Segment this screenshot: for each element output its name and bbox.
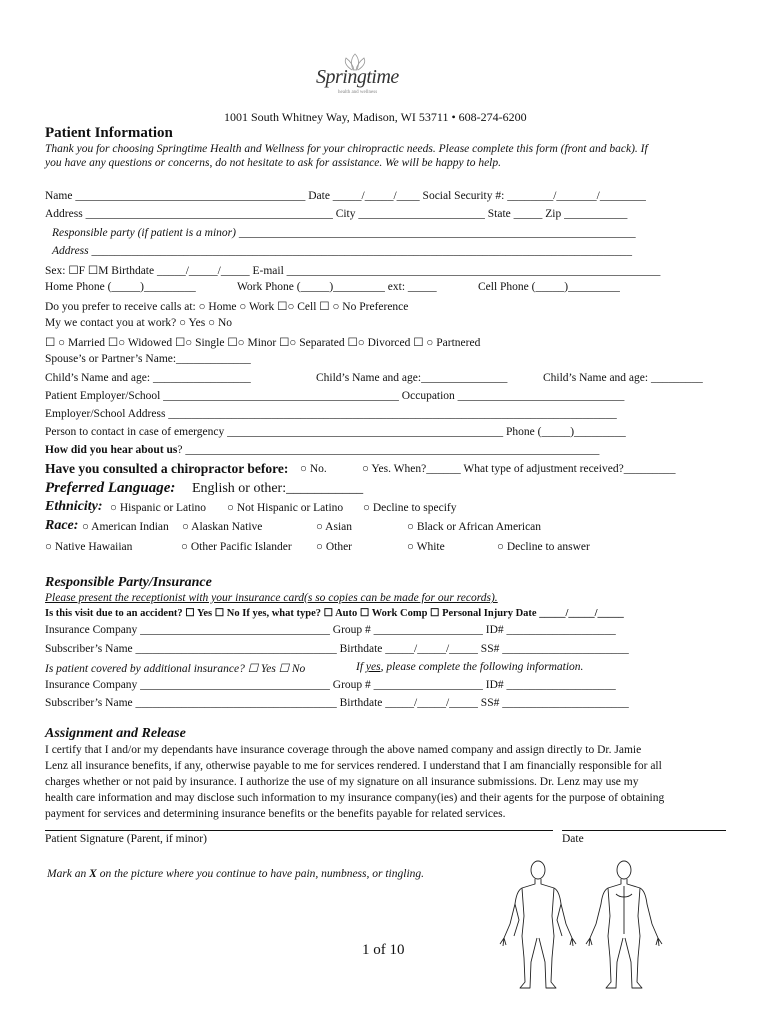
race-alaskan-native-option[interactable]: ○ Alaskan Native	[182, 521, 263, 533]
child3-field[interactable]: Child’s Name and age: _________	[543, 372, 703, 384]
additional-if: If	[356, 661, 366, 673]
assignment-line-1: I certify that I and/or my dependants have insurance coverage through the above named company and assign directly to Dr. Jamie	[45, 744, 642, 756]
insurance-note: Please present the receptionist with your insurance card(s so copies can be made for our records).	[45, 592, 498, 604]
insurance-heading: Responsible Party/Insurance	[45, 575, 212, 590]
logo-text: Springtime	[316, 66, 399, 88]
assignment-line-3: charges whether or not paid by insurance. I authorize the use of my signature on all insurance submissions. Dr. Lenz may use my	[45, 776, 639, 788]
assignment-line-4: health care information and may disclose such information to my insurance company(ies) and their agents for the purpose of obtaining	[45, 792, 665, 804]
preferred-calls-options[interactable]: Do you prefer to receive calls at: ○ Home ○ Work ☐○ Cell ☐ ○ No Preference	[45, 301, 409, 313]
clinic-address: 1001 South Whitney Way, Madison, WI 53711 • 608-274-6200	[224, 110, 527, 124]
ethnicity-not-hispanic-option[interactable]: ○ Not Hispanic or Latino	[227, 502, 344, 514]
additional-rest: , please complete the following information.	[380, 661, 584, 673]
race-asian-option[interactable]: ○ Asian	[316, 521, 353, 533]
page-number: 1 of 10	[362, 942, 405, 958]
employer-occupation-field[interactable]: Patient Employer/School _________________________________________ Occupation _____________________________	[45, 390, 625, 402]
name-date-ssn-field[interactable]: Name ________________________________________ Date _____/_____/____ Social Security #: ________/_______/________	[45, 190, 646, 202]
pain-instruction	[47, 868, 424, 880]
race-black-option[interactable]: ○ Black or African American	[407, 521, 542, 533]
assignment-line-2: Lenz all insurance benefits, if any, otherwise payable to me for services rendered. I understand that I am financially responsible for all	[45, 760, 662, 772]
ethnicity-label: Ethnicity:	[45, 499, 103, 514]
cell-phone-field[interactable]: Cell Phone (_____)_________	[478, 281, 620, 293]
hear-about-label: How did you hear about us	[45, 444, 178, 456]
body-front-figure[interactable]	[500, 861, 576, 988]
chiropractor-yes-option[interactable]: ○ Yes. When?______ What type of adjustment received?_________	[362, 463, 676, 475]
contact-at-work-options[interactable]: My we contact you at work? ○ Yes ○ No	[45, 317, 233, 329]
sex-birthdate-email-field[interactable]: Sex: ☐F ☐M Birthdate _____/_____/_____ E-mail _________________________________________________________________	[45, 265, 661, 277]
subscriber-2-field[interactable]: Subscriber’s Name ___________________________________ Birthdate _____/_____/_____ SS# ______________________	[45, 697, 629, 709]
race-pacific-islander-option[interactable]: ○ Other Pacific Islander	[181, 541, 292, 553]
home-phone-field[interactable]: Home Phone (_____)_________	[45, 281, 196, 293]
assignment-line-5: payment for services and determining insurance benefits or the benefits payable for related services.	[45, 808, 506, 820]
marital-status-options[interactable]: ☐ ○ Married ☐○ Widowed ☐○ Single ☐○ Minor ☐○ Separated ☐○ Divorced ☐ ○ Partnered	[45, 337, 481, 349]
additional-insurance-question[interactable]: Is patient covered by additional insurance? ☐ Yes ☐ No	[45, 663, 306, 675]
race-white-option[interactable]: ○ White	[407, 541, 445, 553]
race-decline-option[interactable]: ○ Decline to answer	[497, 541, 590, 553]
additional-yes: yes	[365, 661, 381, 673]
assignment-heading: Assignment and Release	[45, 726, 186, 741]
subscriber-1-field[interactable]: Subscriber’s Name ___________________________________ Birthdate _____/_____/_____ SS# ______________________	[45, 643, 629, 655]
ethnicity-hispanic-option[interactable]: ○ Hispanic or Latino	[110, 502, 207, 514]
work-phone-field[interactable]: Work Phone (_____)_________ ext: _____	[237, 281, 437, 293]
patient-info-heading: Patient Information	[45, 125, 173, 141]
mark-x: X	[89, 868, 97, 880]
logo-tagline: health and wellness	[338, 90, 378, 95]
body-back-figure[interactable]	[586, 861, 662, 988]
date-line[interactable]	[562, 830, 726, 831]
additional-insurance-instruction	[356, 661, 583, 673]
language-field[interactable]: English or other:___________	[192, 481, 364, 496]
signature-label: Patient Signature (Parent, if minor)	[45, 833, 207, 845]
race-native-hawaiian-option[interactable]: ○ Native Hawaiian	[45, 541, 133, 553]
emergency-contact-field[interactable]: Person to contact in case of emergency ________________________________________________ Phone (_____)_________	[45, 426, 626, 438]
race-other-option[interactable]: ○ Other	[316, 541, 353, 553]
mark-rest: on the picture where you continue to have pain, numbness, or tingling.	[96, 868, 425, 880]
insurance-company-1-field[interactable]: Insurance Company _________________________________ Group # ___________________ ID# ___________________	[45, 624, 616, 636]
employer-address-field[interactable]: Employer/School Address ______________________________________________________________________________	[45, 408, 617, 420]
race-label: Race:	[45, 518, 79, 533]
child1-field[interactable]: Child’s Name and age: _________________	[45, 372, 251, 384]
responsible-address-field[interactable]: Address ______________________________________________________________________________________________	[52, 245, 633, 257]
hear-about-field[interactable]	[45, 444, 599, 456]
accident-question[interactable]: Is this visit due to an accident? ☐ Yes ☐ No If yes, what type? ☐ Auto ☐ Work Comp ☐ Personal Injury Date _____/_____/_____	[45, 608, 624, 619]
responsible-party-field[interactable]: Responsible party (if patient is a minor) _____________________________________________________________________	[52, 227, 636, 239]
race-american-indian-option[interactable]: ○ American Indian	[82, 521, 169, 533]
date-label: Date	[562, 833, 584, 845]
hear-about-blank[interactable]: ? ________________________________________________________________________	[177, 444, 600, 456]
signature-line[interactable]	[45, 830, 553, 831]
chiropractor-no-option[interactable]: ○ No.	[300, 463, 327, 475]
body-diagram[interactable]	[492, 858, 672, 993]
insurance-company-2-field[interactable]: Insurance Company _________________________________ Group # ___________________ ID# ___________________	[45, 679, 616, 691]
child2-field[interactable]: Child’s Name and age:_______________	[316, 372, 508, 384]
intro-line-2: you have any questions or concerns, do not hesitate to ask for assistance. We will be happy to help.	[45, 157, 501, 169]
ethnicity-decline-option[interactable]: ○ Decline to specify	[363, 502, 457, 514]
mark-prefix: Mark an	[47, 868, 90, 880]
address-city-field[interactable]: Address ___________________________________________ City ______________________ State _____ Zip ___________	[45, 208, 628, 220]
chiropractor-question: Have you consulted a chiropractor before:	[45, 461, 289, 476]
preferred-language-label: Preferred Language:	[45, 480, 176, 496]
spouse-name-field[interactable]: Spouse’s or Partner’s Name:_____________	[45, 353, 251, 365]
intro-line-1: Thank you for choosing Springtime Health and Wellness for your chiropractic needs. Please complete this form (front and back). If	[45, 143, 648, 155]
